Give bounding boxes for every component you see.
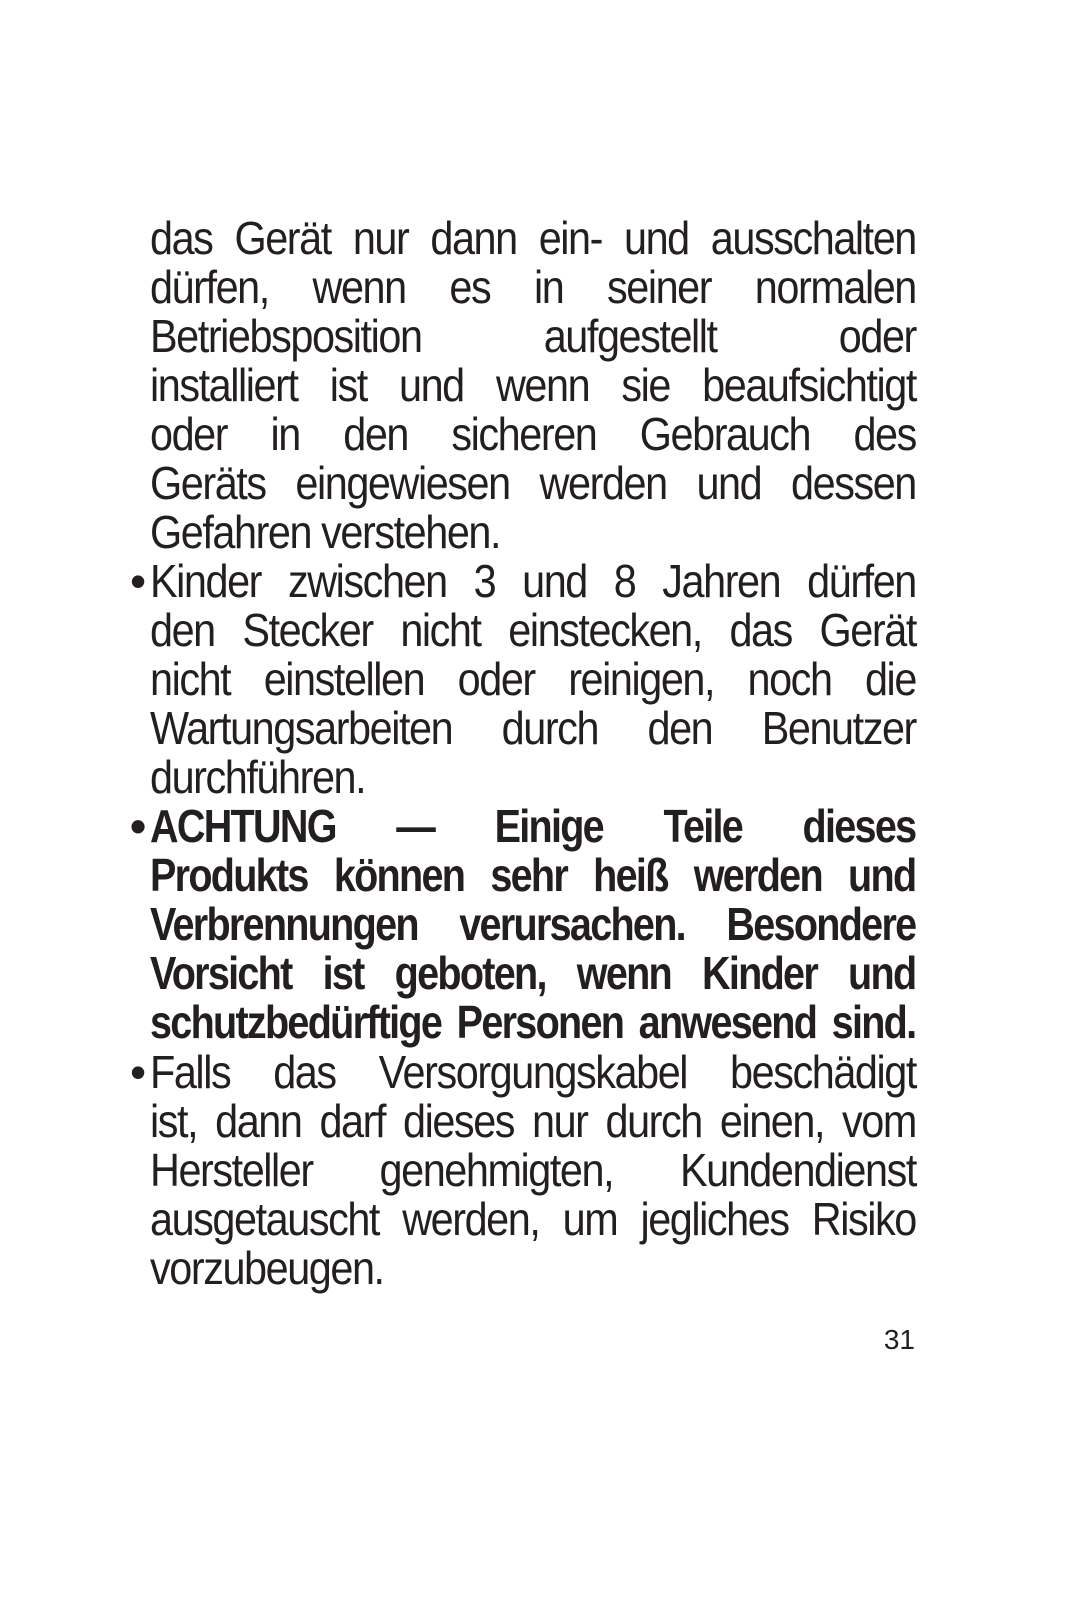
text-line: oder in den sicheren Gebrauch des	[150, 408, 916, 460]
page-number: 31	[883, 1324, 915, 1355]
text-line: vorzubeugen.	[150, 1242, 384, 1294]
text-line: Geräts eingewiesen werden und dessen	[150, 457, 916, 509]
text-line: Kinder zwischen 3 und 8 Jahren dürfen	[150, 555, 916, 607]
text-line: durchführen.	[150, 751, 366, 803]
bullet-item-warning	[150, 802, 916, 1047]
text-line: ist, dann darf dieses nur durch einen, vom	[150, 1095, 916, 1147]
bullet-marker: •	[130, 555, 147, 607]
text-line: Verbrennungen verursachen. Besondere	[150, 898, 916, 950]
text-line: Falls das Versorgungskabel beschädigt	[150, 1046, 916, 1098]
text-line: Hersteller genehmigten, Kundendienst	[150, 1144, 916, 1196]
text-line: Gefahren verstehen.	[150, 506, 501, 558]
text-line: Vorsicht ist geboten, wenn Kinder und	[150, 947, 916, 999]
text-line: das Gerät nur dann ein- und ausschalten	[150, 212, 916, 264]
bullet-item-cable	[150, 1048, 916, 1293]
intro-paragraph	[150, 214, 916, 557]
text-line: Betriebsposition aufgestellt oder	[150, 310, 916, 362]
text-line: Wartungsarbeiten durch den Benutzer	[150, 702, 916, 754]
bullet-item-children	[150, 557, 916, 802]
text-line: Produkts können sehr heiß werden und	[150, 849, 916, 901]
text-line: dürfen, wenn es in seiner normalen	[150, 261, 916, 313]
text-line: ausgetauscht werden, um jegliches Risiko	[150, 1193, 916, 1245]
text-line: schutzbedürftige Personen anwesend sind.	[150, 996, 916, 1048]
bullet-marker: •	[130, 1046, 147, 1098]
text-line: nicht einstellen oder reinigen, noch die	[150, 653, 916, 705]
text-line: installiert ist und wenn sie beaufsichtigt	[150, 359, 916, 411]
bullet-marker: •	[130, 800, 147, 852]
text-line: ACHTUNG — Einige Teile dieses	[150, 800, 916, 852]
text-line: den Stecker nicht einstecken, das Gerät	[150, 604, 916, 656]
